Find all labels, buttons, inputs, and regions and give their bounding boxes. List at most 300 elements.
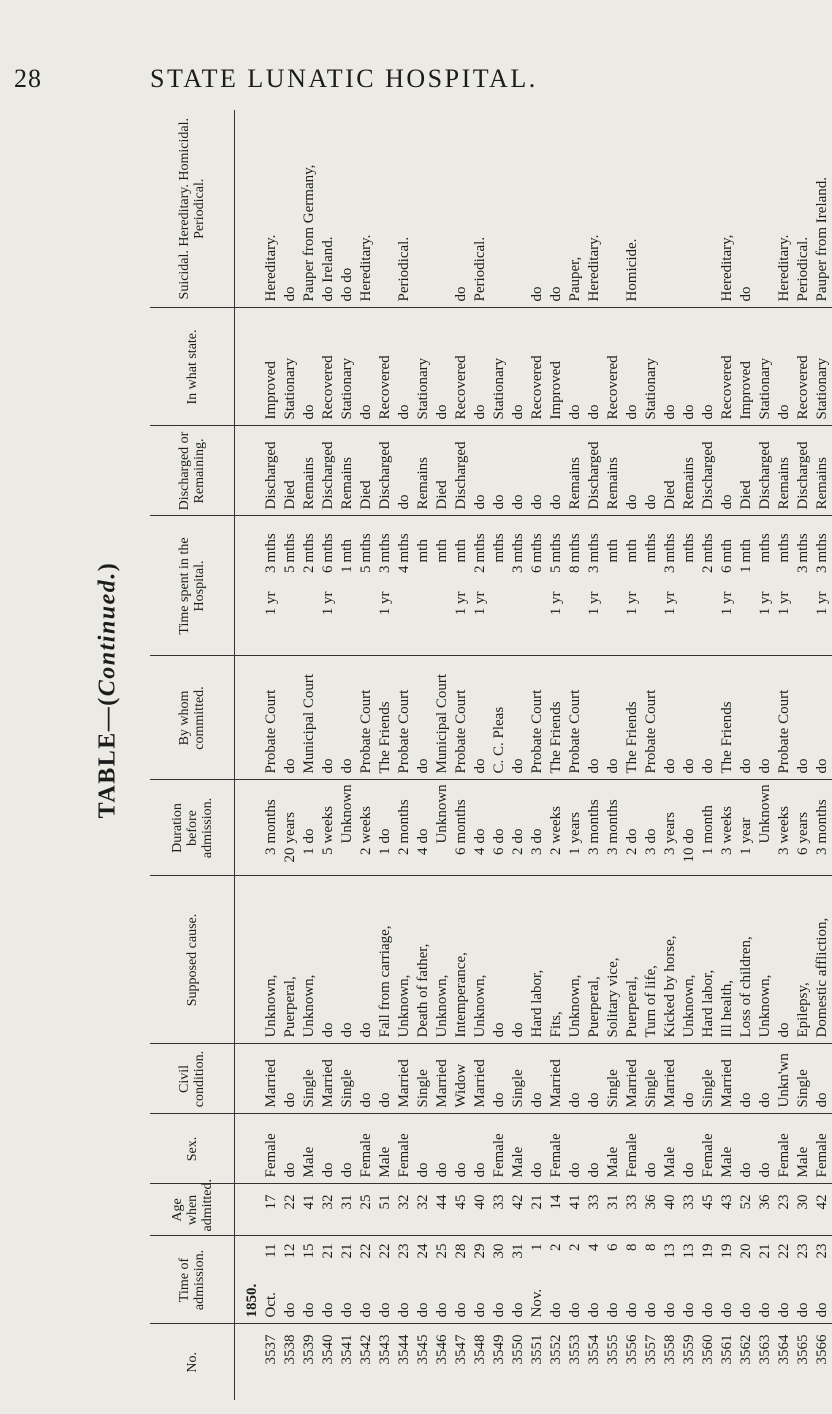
record-number: 3565 bbox=[795, 1334, 811, 1365]
committed-by-value: Probate Court bbox=[567, 689, 583, 774]
age-value: 36 bbox=[757, 1194, 773, 1210]
discharged-value: Discharged bbox=[453, 441, 469, 510]
sex-value: Female bbox=[263, 1133, 279, 1178]
time-spent-value bbox=[756, 521, 775, 650]
header-duration: Duration before admission. bbox=[150, 780, 235, 876]
record-number: 3563 bbox=[757, 1334, 773, 1365]
cause-value: Puerperal, bbox=[586, 976, 602, 1038]
duration-value bbox=[718, 785, 737, 870]
form-value: Pauper, bbox=[567, 256, 583, 302]
civil-value: Single bbox=[510, 1069, 526, 1108]
sex-value: do bbox=[586, 1162, 602, 1178]
duration-value bbox=[813, 785, 832, 870]
sex-value: do bbox=[738, 1162, 754, 1178]
time-spent-unit: mths bbox=[358, 533, 374, 563]
admission-month: do bbox=[586, 1302, 602, 1318]
age-value: 43 bbox=[719, 1194, 735, 1210]
duration-value bbox=[528, 785, 547, 870]
discharged-value: Remains bbox=[814, 457, 830, 510]
time-spent-value bbox=[471, 521, 490, 650]
committed-by-value: do bbox=[320, 758, 336, 774]
age-value: 33 bbox=[681, 1194, 697, 1210]
record-number: 3543 bbox=[377, 1334, 393, 1365]
state-value: Stationary bbox=[491, 357, 507, 420]
admission-month: do bbox=[814, 1302, 830, 1318]
admission-date bbox=[338, 1241, 357, 1318]
state-value: do bbox=[434, 404, 450, 420]
time-spent-months: 5 bbox=[548, 565, 564, 573]
duration-number: 2 bbox=[510, 847, 526, 855]
admission-date bbox=[813, 1241, 832, 1318]
state-value: Recovered bbox=[453, 355, 469, 420]
time-spent-months: 3 bbox=[795, 565, 811, 573]
time-spent-unit: mth bbox=[624, 539, 640, 563]
committed-by-value: The Friends bbox=[624, 701, 640, 774]
civil-value: Married bbox=[263, 1059, 279, 1108]
state-value: Recovered bbox=[719, 355, 735, 420]
civil-value: do bbox=[586, 1092, 602, 1108]
admission-date bbox=[642, 1241, 661, 1318]
committed-by-value: do bbox=[795, 758, 811, 774]
record-number: 3549 bbox=[491, 1334, 507, 1365]
time-spent-value bbox=[775, 521, 794, 650]
state-value: do bbox=[510, 404, 526, 420]
admission-date bbox=[699, 1241, 718, 1318]
time-spent-months: 3 bbox=[263, 565, 279, 573]
year-spacer bbox=[243, 1119, 262, 1178]
committed-by-value: do bbox=[681, 758, 697, 774]
rotated-table-wrapper bbox=[150, 110, 830, 1400]
state-value: Improved bbox=[738, 361, 754, 420]
committed-by-value: do bbox=[814, 758, 830, 774]
sex-value: Male bbox=[795, 1146, 811, 1178]
form-value: do bbox=[738, 286, 754, 302]
admission-date bbox=[718, 1241, 737, 1318]
form-value bbox=[699, 114, 718, 302]
time-spent-unit: mths bbox=[681, 533, 697, 563]
sex-value: Female bbox=[491, 1133, 507, 1178]
sex-value: Male bbox=[377, 1146, 393, 1178]
age-value: 41 bbox=[301, 1194, 317, 1210]
time-spent-months: 2 bbox=[301, 565, 317, 573]
time-spent-value bbox=[376, 521, 395, 650]
cause-value: Unknown, bbox=[396, 974, 412, 1038]
committed-by-value: do bbox=[339, 758, 355, 774]
state-value: Recovered bbox=[377, 355, 393, 420]
admission-month: do bbox=[605, 1302, 621, 1318]
sex-value: do bbox=[681, 1162, 697, 1178]
admission-month: do bbox=[434, 1302, 450, 1318]
admission-month: do bbox=[301, 1302, 317, 1318]
cause-value: Hard labor, bbox=[529, 969, 545, 1038]
committed-by-value: do bbox=[605, 758, 621, 774]
state-value: do bbox=[567, 404, 583, 420]
age-value: 44 bbox=[434, 1194, 450, 1210]
duration-value bbox=[414, 785, 433, 870]
age-value: 33 bbox=[491, 1194, 507, 1210]
record-number: 3544 bbox=[396, 1334, 412, 1365]
sex-value: Female bbox=[624, 1133, 640, 1178]
discharged-value: do bbox=[472, 494, 488, 510]
header-form: Suicidal. Hereditary. Homicidal. Periodical. bbox=[150, 110, 235, 308]
time-spent-unit: mths bbox=[320, 533, 336, 563]
state-value: Improved bbox=[548, 361, 564, 420]
age-value: 21 bbox=[529, 1194, 545, 1210]
state-value: do bbox=[396, 404, 412, 420]
age-value: 51 bbox=[377, 1194, 393, 1210]
state-value: Improved bbox=[263, 361, 279, 420]
duration-value bbox=[471, 785, 490, 870]
duration-unit: months bbox=[814, 799, 830, 844]
form-value bbox=[376, 114, 395, 302]
age-value: 40 bbox=[662, 1194, 678, 1210]
discharged-value: do bbox=[643, 494, 659, 510]
cause-value: Loss of children, bbox=[738, 936, 754, 1038]
duration-unit: years bbox=[567, 811, 583, 844]
admission-day: 8 bbox=[643, 1243, 659, 1251]
form-value bbox=[756, 114, 775, 302]
time-spent-years: 1 yr bbox=[662, 591, 678, 616]
duration-number: 3 bbox=[662, 847, 678, 855]
duration-unit: do bbox=[681, 828, 697, 844]
record-number: 3553 bbox=[567, 1334, 583, 1365]
time-spent-months: 2 bbox=[700, 565, 716, 573]
admission-month: do bbox=[548, 1302, 564, 1318]
discharged-value: do bbox=[719, 494, 735, 510]
duration-value bbox=[490, 785, 509, 870]
form-value bbox=[509, 114, 528, 302]
time-spent-months: 5 bbox=[358, 565, 374, 573]
duration-value bbox=[395, 785, 414, 870]
admission-day: 2 bbox=[567, 1243, 583, 1251]
time-spent-unit: mths bbox=[472, 533, 488, 563]
duration-unit: weeks bbox=[719, 806, 735, 844]
duration-unit: do bbox=[472, 828, 488, 844]
duration-unit: months bbox=[263, 799, 279, 844]
caption-italic: Continued. bbox=[94, 571, 121, 697]
time-spent-months: 6 bbox=[529, 565, 545, 573]
age-value: 32 bbox=[415, 1194, 431, 1210]
form-value bbox=[642, 114, 661, 302]
duration-unit: weeks bbox=[358, 806, 374, 844]
committed-by-value: The Friends bbox=[548, 701, 564, 774]
form-value: Homicide. bbox=[624, 238, 640, 302]
admission-date bbox=[680, 1241, 699, 1318]
admission-month: do bbox=[377, 1302, 393, 1318]
admission-day: 28 bbox=[453, 1243, 469, 1259]
year-spacer bbox=[243, 881, 262, 1038]
col-no bbox=[235, 1324, 832, 1400]
duration-unit: do bbox=[301, 828, 317, 844]
committed-by-value: Probate Court bbox=[263, 689, 279, 774]
admission-date bbox=[528, 1241, 547, 1318]
time-spent-months: 6 bbox=[320, 565, 336, 573]
age-value: 32 bbox=[396, 1194, 412, 1210]
state-value: Stationary bbox=[643, 357, 659, 420]
civil-value: Unkn'wn bbox=[776, 1053, 792, 1108]
duration-value bbox=[509, 785, 528, 870]
admission-day: 19 bbox=[719, 1243, 735, 1259]
cause-value: Death of father, bbox=[415, 943, 431, 1038]
time-spent-value bbox=[661, 521, 680, 650]
page-number: 28 bbox=[14, 64, 42, 93]
admission-month: do bbox=[776, 1302, 792, 1318]
admission-month: Nov. bbox=[529, 1288, 545, 1318]
admission-month: do bbox=[624, 1302, 640, 1318]
civil-value: do bbox=[358, 1092, 374, 1108]
cause-value: Domestic affliction, bbox=[814, 917, 830, 1038]
civil-value: Married bbox=[320, 1059, 336, 1108]
header-time-spent: Time spent in the Hospital. bbox=[150, 516, 235, 656]
state-value: Stationary bbox=[415, 357, 431, 420]
record-number: 3566 bbox=[814, 1334, 830, 1365]
form-value: do bbox=[282, 286, 298, 302]
table-caption bbox=[95, 562, 122, 819]
record-number: 3539 bbox=[301, 1334, 317, 1365]
admission-day: 12 bbox=[282, 1243, 298, 1259]
committed-by-value: Probate Court bbox=[643, 689, 659, 774]
sex-value: Female bbox=[700, 1133, 716, 1178]
duration-number: 3 bbox=[719, 847, 735, 855]
form-value bbox=[680, 114, 699, 302]
state-value: Stationary bbox=[757, 357, 773, 420]
time-spent-value bbox=[585, 521, 604, 650]
admission-day: 22 bbox=[776, 1243, 792, 1259]
cause-value: Unknown, bbox=[757, 974, 773, 1038]
time-spent-unit: mths bbox=[529, 533, 545, 563]
discharged-value: Discharged bbox=[757, 441, 773, 510]
cause-value: do bbox=[776, 1022, 792, 1038]
record-number: 3548 bbox=[472, 1334, 488, 1365]
civil-value: Single bbox=[301, 1069, 317, 1108]
admission-day: 24 bbox=[415, 1243, 431, 1259]
civil-value: Married bbox=[719, 1059, 735, 1108]
duration-unit: do bbox=[624, 828, 640, 844]
discharged-value: Remains bbox=[567, 457, 583, 510]
state-value: do bbox=[472, 404, 488, 420]
form-value: Hereditary. bbox=[776, 234, 792, 302]
admission-date bbox=[604, 1241, 623, 1318]
duration-value bbox=[756, 785, 775, 870]
civil-value: Married bbox=[434, 1059, 450, 1108]
admission-day: 13 bbox=[681, 1243, 697, 1259]
admission-date bbox=[376, 1241, 395, 1318]
admission-date bbox=[623, 1241, 642, 1318]
committed-by-value: Probate Court bbox=[529, 689, 545, 774]
age-value: 30 bbox=[795, 1194, 811, 1210]
cause-value: Epilepsy, bbox=[795, 982, 811, 1038]
form-value: do bbox=[548, 286, 564, 302]
state-value: do bbox=[681, 404, 697, 420]
admission-day: 2 bbox=[548, 1243, 564, 1251]
duration-value bbox=[604, 785, 623, 870]
header-civil: Civil condition. bbox=[150, 1044, 235, 1114]
admission-day: 23 bbox=[396, 1243, 412, 1259]
duration-unit: months bbox=[453, 799, 469, 844]
duration-unit: month bbox=[700, 805, 716, 844]
discharged-value: Died bbox=[738, 480, 754, 510]
admission-day: 23 bbox=[814, 1243, 830, 1259]
admission-day: 13 bbox=[662, 1243, 678, 1259]
form-value bbox=[604, 114, 623, 302]
civil-value: do bbox=[738, 1092, 754, 1108]
sex-value: do bbox=[529, 1162, 545, 1178]
admission-month: do bbox=[700, 1302, 716, 1318]
cause-value: Solitary vice, bbox=[605, 957, 621, 1038]
civil-value: Married bbox=[624, 1059, 640, 1108]
cause-value: Unknown, bbox=[472, 974, 488, 1038]
year-spacer bbox=[243, 785, 262, 870]
time-spent-unit: mths bbox=[776, 533, 792, 563]
admission-month: do bbox=[358, 1302, 374, 1318]
record-number: 3555 bbox=[605, 1334, 621, 1365]
duration-value bbox=[661, 785, 680, 870]
time-spent-unit: mth bbox=[415, 539, 431, 563]
sex-value: Female bbox=[776, 1133, 792, 1178]
sex-value: do bbox=[282, 1162, 298, 1178]
duration-unit: years bbox=[662, 811, 678, 844]
time-spent-years: 1 yr bbox=[320, 591, 336, 616]
committed-by-value: Probate Court bbox=[358, 689, 374, 774]
year-spacer bbox=[243, 661, 262, 774]
col-form bbox=[235, 110, 832, 308]
committed-by-value: The Friends bbox=[377, 701, 393, 774]
time-spent-months: 3 bbox=[586, 565, 602, 573]
admission-date bbox=[756, 1241, 775, 1318]
time-spent-years: 1 yr bbox=[814, 591, 830, 616]
duration-unit: do bbox=[510, 828, 526, 844]
time-spent-value bbox=[338, 521, 357, 650]
admission-date bbox=[509, 1241, 528, 1318]
civil-value: Widow bbox=[453, 1063, 469, 1108]
time-spent-value bbox=[623, 521, 642, 650]
cause-value: Ill health, bbox=[719, 980, 735, 1038]
record-number: 3552 bbox=[548, 1334, 564, 1365]
discharged-value: Discharged bbox=[795, 441, 811, 510]
caption-main: TABLE—( bbox=[94, 696, 121, 819]
duration-number: 3 bbox=[776, 847, 792, 855]
sex-value: do bbox=[415, 1162, 431, 1178]
admission-date bbox=[661, 1241, 680, 1318]
col-state bbox=[235, 308, 832, 426]
age-value: 23 bbox=[776, 1194, 792, 1210]
header-row bbox=[150, 110, 235, 1400]
age-value: 52 bbox=[738, 1194, 754, 1210]
state-value: do bbox=[624, 404, 640, 420]
cause-value: Hard labor, bbox=[700, 969, 716, 1038]
duration-number: 6 bbox=[491, 847, 507, 855]
time-spent-value bbox=[433, 521, 452, 650]
col-discharged bbox=[235, 426, 832, 516]
time-spent-value bbox=[737, 521, 756, 650]
discharged-value: do bbox=[396, 494, 412, 510]
civil-value: do bbox=[377, 1092, 393, 1108]
committed-by-value: C. C. Pleas bbox=[491, 706, 507, 774]
admission-day: 22 bbox=[377, 1243, 393, 1259]
civil-value: Married bbox=[662, 1059, 678, 1108]
time-spent-months: 5 bbox=[282, 565, 298, 573]
duration-number: 1 bbox=[700, 847, 716, 855]
time-spent-value bbox=[414, 521, 433, 650]
admission-month: do bbox=[662, 1302, 678, 1318]
record-number: 3551 bbox=[529, 1334, 545, 1365]
cause-value: Unknown, bbox=[567, 974, 583, 1038]
time-spent-unit: mths bbox=[491, 533, 507, 563]
state-value: do bbox=[358, 404, 374, 420]
duration-value bbox=[433, 785, 452, 870]
col-age bbox=[235, 1184, 832, 1236]
duration-value bbox=[566, 785, 585, 870]
state-value: do bbox=[586, 404, 602, 420]
duration-unit: Unknown bbox=[757, 784, 773, 844]
duration-number: 1 bbox=[567, 847, 583, 855]
cause-value: Kicked by horse, bbox=[662, 935, 678, 1038]
time-spent-unit: mths bbox=[757, 533, 773, 563]
cause-value: Puerperal, bbox=[624, 976, 640, 1038]
admission-month: do bbox=[472, 1302, 488, 1318]
duration-value bbox=[357, 785, 376, 870]
admission-day: 15 bbox=[301, 1243, 317, 1259]
col-sex bbox=[235, 1114, 832, 1184]
civil-value: do bbox=[529, 1092, 545, 1108]
civil-value: Single bbox=[339, 1069, 355, 1108]
time-spent-months: 2 bbox=[472, 565, 488, 573]
civil-value: Single bbox=[795, 1069, 811, 1108]
year-spacer bbox=[243, 1049, 262, 1108]
discharged-value: Remains bbox=[415, 457, 431, 510]
admission-day: 30 bbox=[491, 1243, 507, 1259]
admission-month: do bbox=[396, 1302, 412, 1318]
cause-value: do bbox=[510, 1022, 526, 1038]
duration-number: 3 bbox=[643, 847, 659, 855]
age-value: 17 bbox=[263, 1194, 279, 1210]
duration-unit: Unknown bbox=[339, 784, 355, 844]
discharged-value: do bbox=[548, 494, 564, 510]
committed-by-value: do bbox=[586, 758, 602, 774]
header-no: No. bbox=[150, 1324, 235, 1400]
cause-value: do bbox=[491, 1022, 507, 1038]
sex-value: do bbox=[320, 1162, 336, 1178]
admission-month: do bbox=[738, 1302, 754, 1318]
admission-day: 20 bbox=[738, 1243, 754, 1259]
duration-unit: do bbox=[529, 828, 545, 844]
time-spent-months: 3 bbox=[662, 565, 678, 573]
age-value: 14 bbox=[548, 1194, 564, 1210]
civil-value: Married bbox=[472, 1059, 488, 1108]
time-spent-unit: mth bbox=[339, 539, 355, 563]
discharged-value: do bbox=[510, 494, 526, 510]
form-value bbox=[414, 114, 433, 302]
duration-number: 2 bbox=[624, 847, 640, 855]
discharged-value: Discharged bbox=[263, 441, 279, 510]
time-spent-unit: mth bbox=[453, 539, 469, 563]
form-value: do bbox=[453, 286, 469, 302]
cause-value: Unknown, bbox=[301, 974, 317, 1038]
committed-by-value: Probate Court bbox=[396, 689, 412, 774]
record-number: 3557 bbox=[643, 1334, 659, 1365]
admission-date bbox=[547, 1241, 566, 1318]
col-cause bbox=[235, 876, 832, 1044]
civil-value: Single bbox=[415, 1069, 431, 1108]
header-time: Time of admission. bbox=[150, 1236, 235, 1324]
civil-value: Single bbox=[605, 1069, 621, 1108]
header-cause: Supposed cause. bbox=[150, 876, 235, 1044]
civil-value: do bbox=[814, 1092, 830, 1108]
duration-unit: do bbox=[415, 828, 431, 844]
committed-by-value: do bbox=[757, 758, 773, 774]
admission-date bbox=[357, 1241, 376, 1318]
form-value: Periodical. bbox=[795, 236, 811, 302]
